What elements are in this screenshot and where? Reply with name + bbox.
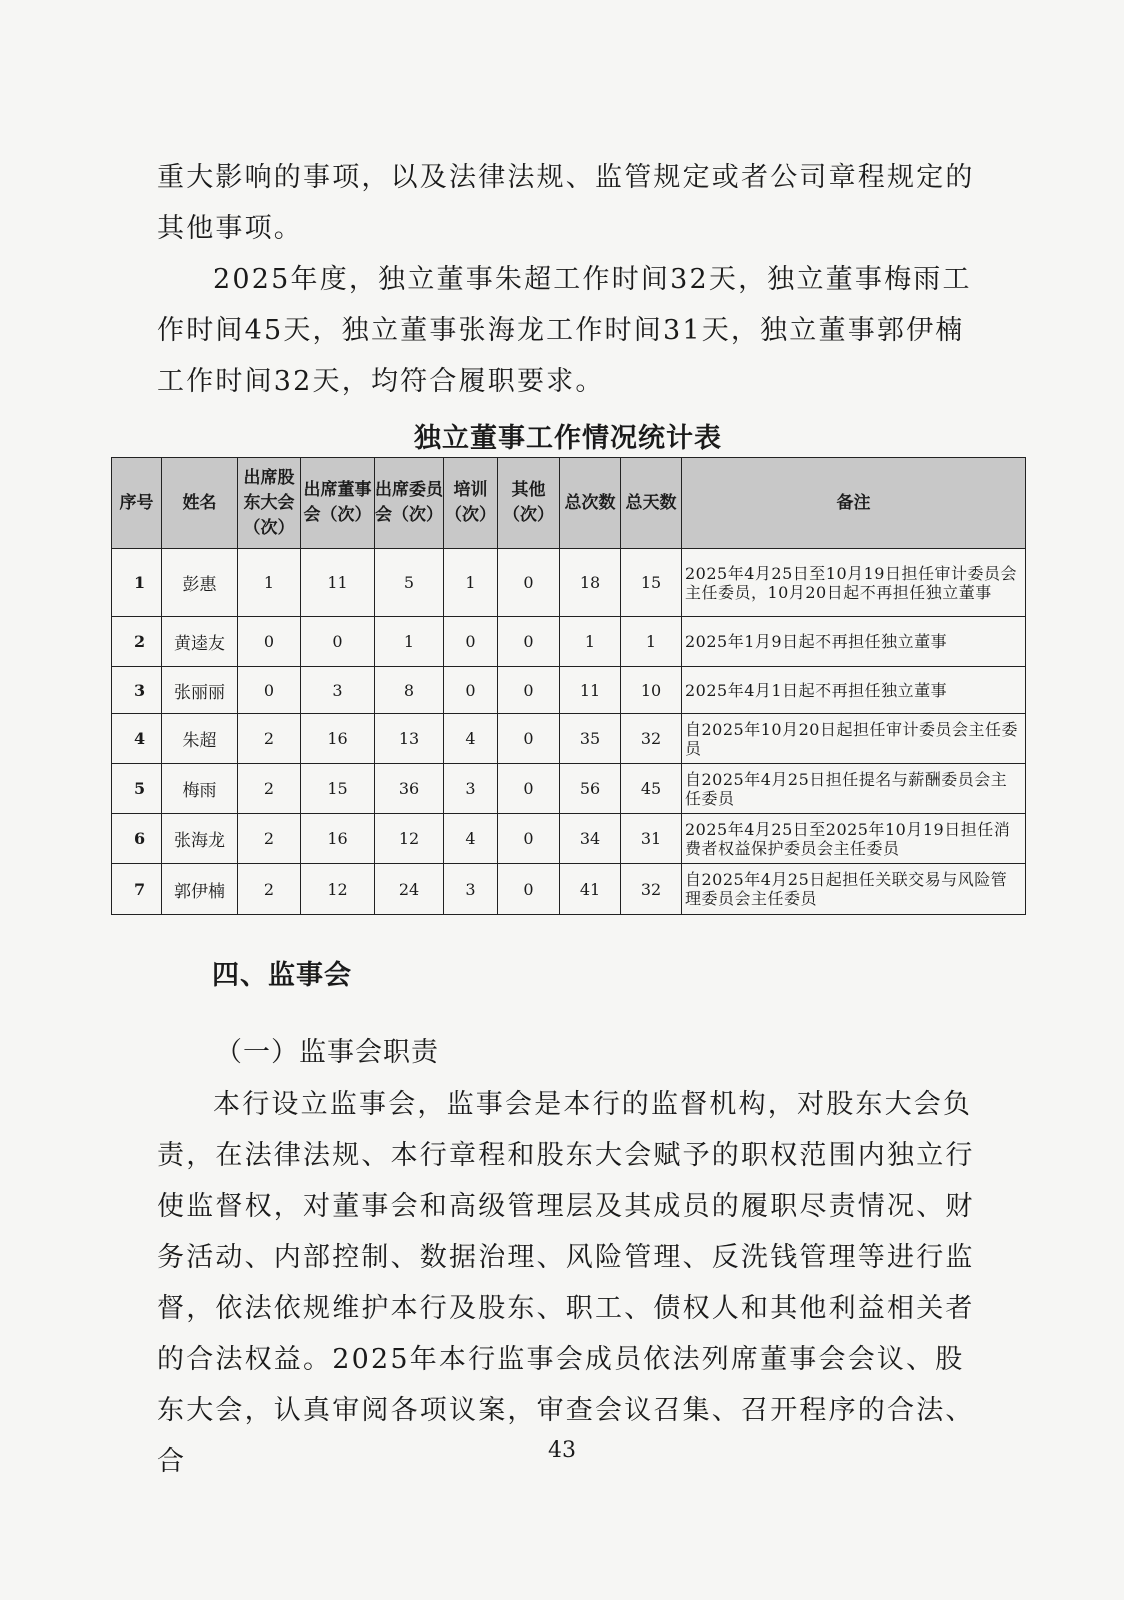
cell-training: 4	[444, 814, 498, 864]
cell-training: 0	[444, 617, 498, 667]
cell-committee: 13	[375, 714, 444, 764]
cell-total-times: 11	[560, 667, 621, 714]
cell-total-times: 18	[560, 549, 621, 617]
header-other: 其他（次）	[498, 458, 560, 549]
cell-seq: 7	[112, 864, 162, 915]
header-committee: 出席委员会（次）	[375, 458, 444, 549]
cell-total-days: 10	[621, 667, 682, 714]
cell-agm: 2	[238, 864, 301, 915]
header-remark: 备注	[682, 458, 1026, 549]
cell-remark: 2025年1月9日起不再担任独立董事	[682, 617, 1026, 667]
cell-total-times: 34	[560, 814, 621, 864]
cell-committee: 36	[375, 764, 444, 814]
cell-remark: 自2025年4月25日起担任关联交易与风险管理委员会主任委员	[682, 864, 1026, 915]
paragraph-continuation: 重大影响的事项，以及法律法规、监管规定或者公司章程规定的其他事项。	[157, 162, 975, 244]
cell-total-days: 15	[621, 549, 682, 617]
cell-board: 15	[301, 764, 375, 814]
cell-committee: 1	[375, 617, 444, 667]
header-total-times: 总次数	[560, 458, 621, 549]
table-row	[112, 549, 1026, 617]
cell-total-times: 56	[560, 764, 621, 814]
cell-other: 0	[498, 549, 560, 617]
cell-other: 0	[498, 764, 560, 814]
table-row	[112, 864, 1026, 915]
cell-board: 16	[301, 814, 375, 864]
cell-seq: 5	[112, 764, 162, 814]
table-header-row	[112, 458, 1026, 549]
cell-training: 3	[444, 764, 498, 814]
header-board: 出席董事会（次）	[301, 458, 375, 549]
cell-training: 0	[444, 667, 498, 714]
cell-board: 0	[301, 617, 375, 667]
cell-remark: 自2025年10月20日起担任审计委员会主任委员	[682, 714, 1026, 764]
cell-other: 0	[498, 714, 560, 764]
independent-director-stats-table	[111, 457, 1026, 915]
cell-name: 张丽丽	[162, 667, 238, 714]
cell-remark: 2025年4月25日至10月19日担任审计委员会主任委员，10月20日起不再担任独立董事	[682, 549, 1026, 617]
cell-name: 朱超	[162, 714, 238, 764]
cell-seq: 1	[112, 549, 162, 617]
cell-name: 彭惠	[162, 549, 238, 617]
table-title: 独立董事工作情况统计表	[414, 423, 722, 454]
section-heading: 四、监事会	[212, 960, 352, 991]
cell-training: 3	[444, 864, 498, 915]
cell-seq: 3	[112, 667, 162, 714]
cell-agm: 2	[238, 714, 301, 764]
cell-committee: 5	[375, 549, 444, 617]
cell-board: 3	[301, 667, 375, 714]
cell-remark: 自2025年4月25日担任提名与薪酬委员会主任委员	[682, 764, 1026, 814]
cell-total-days: 31	[621, 814, 682, 864]
cell-agm: 0	[238, 667, 301, 714]
table-row	[112, 764, 1026, 814]
table-row	[112, 714, 1026, 764]
table-row	[112, 617, 1026, 667]
cell-total-times: 35	[560, 714, 621, 764]
cell-name: 郭伊楠	[162, 864, 238, 915]
header-name: 姓名	[162, 458, 238, 549]
table-row	[112, 814, 1026, 864]
cell-other: 0	[498, 814, 560, 864]
cell-training: 1	[444, 549, 498, 617]
cell-committee: 24	[375, 864, 444, 915]
cell-agm: 0	[238, 617, 301, 667]
cell-name: 黄逵友	[162, 617, 238, 667]
cell-total-times: 41	[560, 864, 621, 915]
cell-board: 16	[301, 714, 375, 764]
cell-other: 0	[498, 667, 560, 714]
cell-seq: 2	[112, 617, 162, 667]
cell-seq: 6	[112, 814, 162, 864]
cell-seq: 4	[112, 714, 162, 764]
section-subheading: （一）监事会职责	[215, 1037, 439, 1068]
cell-total-days: 32	[621, 864, 682, 915]
cell-committee: 12	[375, 814, 444, 864]
cell-committee: 8	[375, 667, 444, 714]
cell-agm: 2	[238, 764, 301, 814]
cell-remark: 2025年4月25日至2025年10月19日担任消费者权益保护委员会主任委员	[682, 814, 1026, 864]
paragraph-work-time: 2025年度，独立董事朱超工作时间32天，独立董事梅雨工作时间45天，独立董事张海龙工作时间31天，独立董事郭伊楠工作时间32天，均符合履职要求。	[157, 264, 972, 397]
paragraph-supervisory-board: 本行设立监事会，监事会是本行的监督机构，对股东大会负责，在法律法规、本行章程和股东大会赋予的职权范围内独立行使监督权，对董事会和高级管理层及其成员的履职尽责情况、财务活动、内部控制、数据治理、风险管理、反洗钱管理等进行监督，依法依规维护本行及股东、职工、债权人和其他利益相关者的合法权益。2025年本行监事会成员依法列席董事会会议、股东大会，认真审阅各项议案，审查会议召集、召开程序的合法、合	[157, 1089, 975, 1477]
cell-agm: 2	[238, 814, 301, 864]
cell-total-times: 1	[560, 617, 621, 667]
header-agm: 出席股东大会（次）	[238, 458, 301, 549]
cell-training: 4	[444, 714, 498, 764]
cell-other: 0	[498, 864, 560, 915]
header-seq: 序号	[112, 458, 162, 549]
page-number: 43	[548, 1438, 576, 1463]
cell-total-days: 45	[621, 764, 682, 814]
cell-remark: 2025年4月1日起不再担任独立董事	[682, 667, 1026, 714]
cell-name: 张海龙	[162, 814, 238, 864]
cell-total-days: 1	[621, 617, 682, 667]
header-training: 培训（次）	[444, 458, 498, 549]
header-total-days: 总天数	[621, 458, 682, 549]
cell-total-days: 32	[621, 714, 682, 764]
table-row	[112, 667, 1026, 714]
cell-name: 梅雨	[162, 764, 238, 814]
cell-board: 11	[301, 549, 375, 617]
cell-agm: 1	[238, 549, 301, 617]
cell-board: 12	[301, 864, 375, 915]
cell-other: 0	[498, 617, 560, 667]
